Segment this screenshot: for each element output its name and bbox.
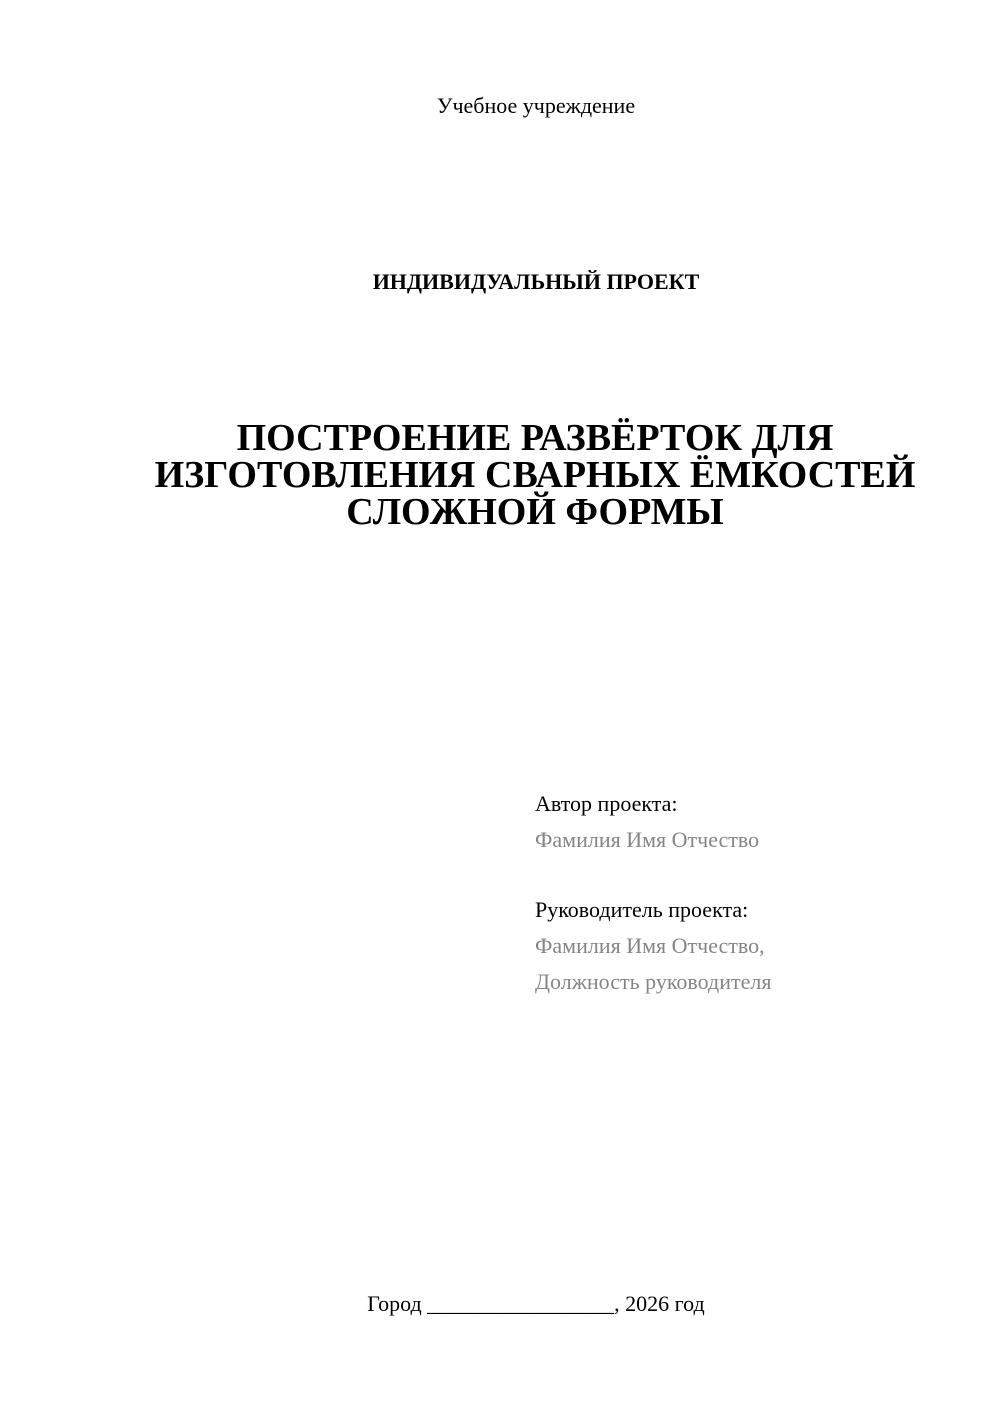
author-name: Фамилия Имя Отчество bbox=[535, 827, 760, 852]
document-type: ИНДИВИДУАЛЬНЫЙ ПРОЕКТ bbox=[372, 269, 700, 294]
supervisor-label: Руководитель проекта: bbox=[535, 897, 749, 922]
author-block bbox=[535, 786, 975, 858]
supervisor-block bbox=[535, 892, 975, 1000]
supervisor-position: Должность руководителя bbox=[535, 969, 772, 994]
project-title-line-3: СЛОЖНОЙ ФОРМЫ bbox=[346, 491, 724, 533]
institution-name: Учебное учреждение bbox=[436, 93, 636, 118]
supervisor-name: Фамилия Имя Отчество, bbox=[535, 933, 765, 958]
city-year-line: Город _________________, 2026 год bbox=[367, 1291, 705, 1316]
project-title bbox=[100, 417, 970, 533]
author-label: Автор проекта: bbox=[535, 791, 678, 816]
project-title-line-2: ИЗГОТОВЛЕНИЯ СВАРНЫХ ЁМКОСТЕЙ bbox=[154, 454, 916, 496]
project-title-line-1: ПОСТРОЕНИЕ РАЗВЁРТОК ДЛЯ bbox=[236, 417, 834, 459]
